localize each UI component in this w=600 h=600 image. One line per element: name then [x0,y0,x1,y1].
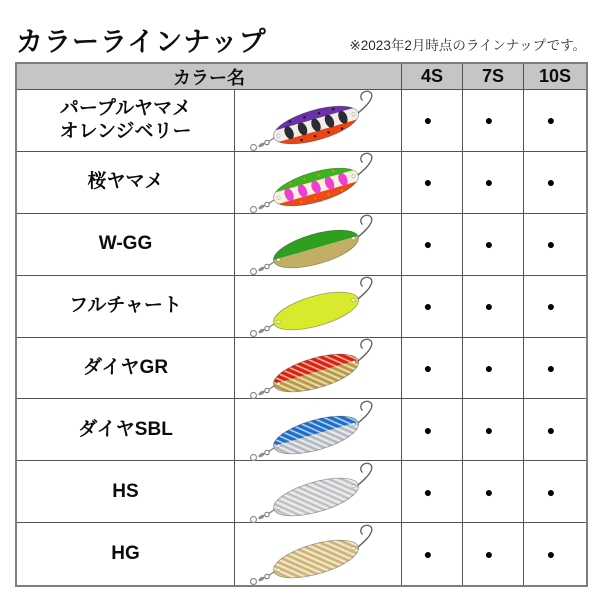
color-name-cell [17,461,235,523]
availability-cell-10s [524,276,586,338]
availability-dot: ● [423,298,433,315]
header-size-4s: 4S [402,64,463,90]
color-name-line1: ダイヤGR [82,357,169,379]
color-name-cell [17,338,235,400]
header-size-10s: 10S [524,64,586,90]
lure-image [238,89,398,151]
availability-cell-7s [463,90,524,152]
availability-cell-10s [524,152,586,214]
header-color-name: カラー名 [17,64,402,90]
lure-image-cell [235,338,402,400]
availability-dot: ● [423,360,433,376]
availability-dot: ● [423,174,433,191]
lure-image-cell [235,523,402,585]
color-name-cell [17,523,235,585]
availability-dot: ● [423,421,433,438]
availability-cell-4s [402,399,463,461]
lure-image-cell [235,214,402,276]
availability-cell-7s [463,152,524,214]
availability-dot: ● [484,112,494,129]
color-name-line2: オレンジベリー [59,121,192,143]
color-name-line1: フルチャート [69,295,182,317]
availability-dot: ● [423,236,433,253]
color-name [112,480,138,504]
availability-dot: ● [546,421,556,438]
availability-cell-4s [402,90,463,152]
availability-cell-10s [524,90,586,152]
lure-image [238,461,398,523]
lure-image [238,399,398,461]
availability-cell-4s [402,338,463,400]
availability-dot: ● [484,421,494,438]
color-name [87,170,163,194]
color-name [59,97,191,145]
availability-dot: ● [546,174,556,191]
lineup-date-note: ※2023年2月時点のラインナップです。 [349,38,586,53]
lure-image-cell [235,90,402,152]
color-lineup-table [15,62,588,587]
availability-dot: ● [546,236,556,253]
availability-dot: ● [423,112,433,129]
availability-dot: ● [423,546,433,563]
availability-cell-4s [402,461,463,523]
lure-image-cell [235,152,402,214]
lure-image [238,523,398,585]
color-name-cell [17,152,235,214]
availability-cell-7s [463,523,524,585]
availability-dot: ● [546,360,556,376]
lure-image [238,213,398,275]
availability-cell-10s [524,338,586,400]
header-size-7s: 7S [463,64,524,90]
availability-cell-7s [463,399,524,461]
availability-cell-4s [402,152,463,214]
color-name [111,542,140,566]
color-name-line1: HG [111,543,140,565]
availability-cell-7s [463,338,524,400]
lure-image [238,151,398,213]
color-name-line1: 桜ヤマメ [87,171,164,193]
availability-dot: ● [484,483,494,500]
availability-cell-7s [463,276,524,338]
availability-dot: ● [546,298,556,315]
color-name-line1: HS [112,480,139,502]
color-name [78,418,173,442]
availability-cell-7s [463,461,524,523]
lure-image-cell [235,399,402,461]
lure-image-cell [235,276,402,338]
availability-dot: ● [484,360,494,376]
lure-image-cell [235,461,402,523]
color-name-line1: ダイヤSBL [78,419,173,441]
color-name-cell [17,276,235,338]
availability-dot: ● [484,546,494,563]
availability-dot: ● [423,483,433,500]
availability-dot: ● [546,483,556,500]
availability-cell-4s [402,523,463,585]
availability-cell-4s [402,276,463,338]
color-name [99,232,152,256]
color-name [83,356,168,380]
color-name-line1: W-GG [98,233,153,255]
availability-cell-10s [524,461,586,523]
availability-cell-10s [524,399,586,461]
lure-image [238,337,398,399]
availability-dot: ● [484,174,494,191]
availability-cell-4s [402,214,463,276]
color-name-cell [17,214,235,276]
color-name-cell [17,399,235,461]
availability-cell-7s [463,214,524,276]
availability-dot: ● [484,298,494,315]
page-title: カラーラインナップ [16,27,267,57]
color-name-cell [17,90,235,152]
availability-dot: ● [484,236,494,253]
lure-image [238,275,398,337]
availability-dot: ● [546,546,556,563]
color-name [69,294,182,318]
color-name-line1: パープルヤマメ [59,97,192,119]
availability-cell-10s [524,523,586,585]
availability-cell-10s [524,214,586,276]
availability-dot: ● [546,112,556,129]
